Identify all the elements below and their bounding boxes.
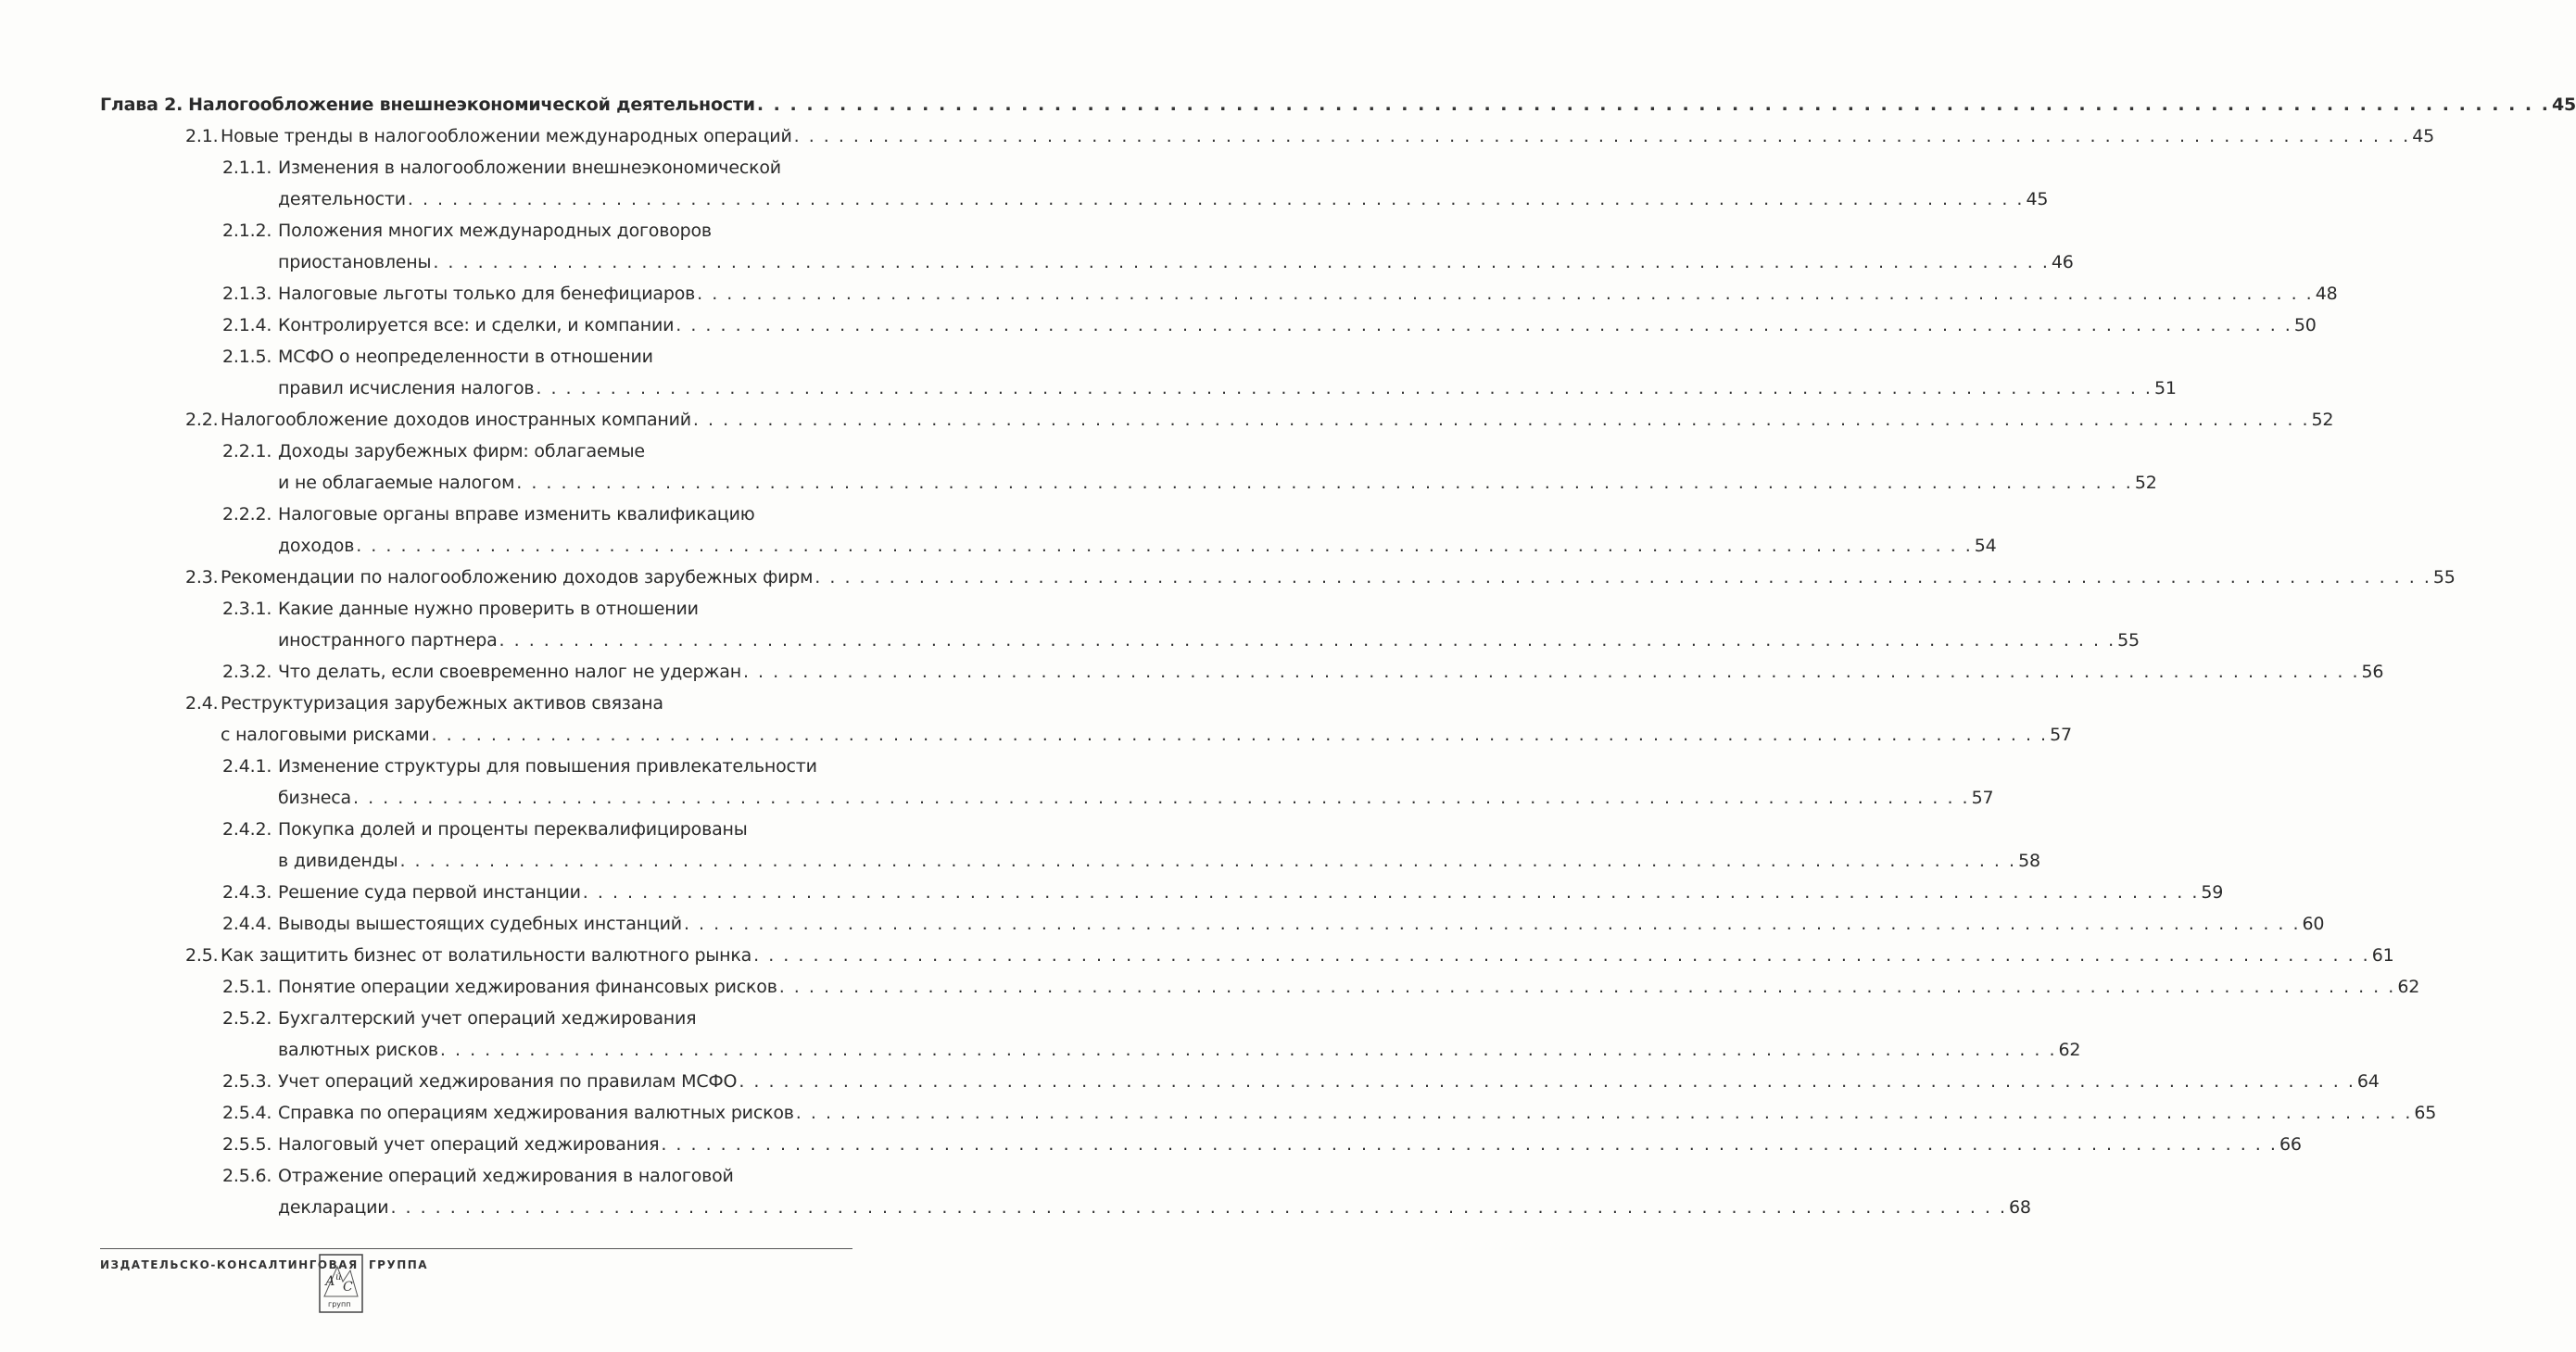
toc-page-number: 58	[2018, 851, 2040, 871]
toc-entry-body	[278, 908, 2325, 940]
toc-page-number: 60	[2302, 914, 2325, 934]
toc-entry-body	[278, 499, 1997, 562]
toc-leader-dots: . . . . . . . . . . . . . . . . . . . . . . . . . . . . . . . . . . . . . . . . . . . . . . . . . . . . . . . . . . . . . . . . . . . . . . . . . . . . . . . . . . . . . . . . . . . . . . . . . . . . . . . . . . . . .	[683, 914, 2301, 934]
toc-page-number: 61	[2371, 945, 2394, 966]
toc-subsection-entry	[222, 1129, 2302, 1160]
toc-entry-title: Как защитить бизнес от волатильности валютного рынка	[221, 945, 752, 966]
logo-text-s: С	[343, 1280, 353, 1295]
toc-entry-title: Доходы зарубежных фирм: облагаемые	[278, 441, 645, 461]
toc-entry-line	[278, 625, 2140, 656]
toc-subsection-entry	[222, 310, 2317, 341]
toc-subsection-entry	[222, 436, 2157, 499]
toc-entry-title: в дивиденды	[278, 851, 398, 871]
toc-entry-line	[278, 877, 2224, 908]
logo-text-a: А	[325, 1274, 335, 1289]
toc-entry-line	[278, 530, 1997, 562]
toc-entry-body	[278, 1129, 2302, 1160]
toc-entry-body	[221, 562, 2456, 593]
toc-entry-line	[278, 1003, 847, 1034]
toc-entry-line	[278, 467, 2157, 499]
toc-entry-title: Изменения в налогообложении внешнеэкономической	[278, 158, 781, 178]
toc-leader-dots: . . . . . . . . . . . . . . . . . . . . . . . . . . . . . . . . . . . . . . . . . . . . . . . . . . . . . . . . . . . . . . . . . . . . . . . . . . . . . . . . . . . . . . . . . . . . . . . . . . . . . . . . . . . . .	[739, 1071, 2355, 1092]
toc-entry-number: 2.5.	[185, 945, 219, 966]
toc-entry-number: 2.5.6.	[222, 1166, 272, 1186]
toc-entry-title: бизнеса	[278, 788, 351, 808]
toc-entry-body	[221, 688, 2072, 751]
toc-entry-line	[278, 1034, 2081, 1066]
toc-entry-body	[278, 1003, 2081, 1066]
toc-entry-line	[278, 1129, 2302, 1160]
toc-entry-number: 2.1.1.	[222, 158, 272, 178]
toc-entry-title: Налоговый учет операций хеджирования	[278, 1134, 660, 1155]
toc-entry-title: Новые тренды в налогообложении международных операций	[221, 126, 792, 146]
toc-page-number: 64	[2356, 1071, 2380, 1092]
toc-page-number: 51	[2153, 378, 2177, 398]
toc-leader-dots: . . . . . . . . . . . . . . . . . . . . . . . . . . . . . . . . . . . . . . . . . . . . . . . . . . . . . . . . . . . . . . . . . . . . . . . . . . . . . . . . . . . . . . . . . . . . . . . . . . . . . . . . . . . . .	[536, 378, 2153, 398]
toc-leader-dots: . . . . . . . . . . . . . . . . . . . . . . . . . . . . . . . . . . . . . . . . . . . . . . . . . . . . . . . . . . . . . . . . . . . . . . . . . . . . . . . . . . . . . . . . . . . . . . . . . . . . . . . . . . . . .	[439, 1040, 2057, 1060]
toc-section-entry	[185, 404, 2334, 436]
toc-leader-dots: . . . . . . . . . . . . . . . . . . . . . . . . . . . . . . . . . . . . . . . . . . . . . . . . . . . . . . . . . . . . . . . . . . . . . . . . . . . . . . . . . . . . . . . . . . . . . . . . . . . . . . . . . . . . .	[433, 252, 2050, 272]
toc-page-number: 62	[2397, 977, 2420, 997]
toc-entry-title: Понятие операции хеджирования финансовых рисков	[278, 977, 777, 997]
toc-subsection-entry	[222, 341, 2177, 404]
toc-entry-line	[278, 246, 2074, 278]
toc-entry-line	[278, 593, 847, 625]
page-footer	[100, 1246, 852, 1330]
toc-leader-dots: . . . . . . . . . . . . . . . . . . . . . . . . . . . . . . . . . . . . . . . . . . . . . . . . . . . . . . . . . . . . . . . . . . . . . . . . . . . . . . . . . . . . . . . . . . . . . . . . . . . . . . . . . . . . .	[582, 882, 2200, 903]
toc-leader-dots: . . . . . . . . . . . . . . . . . . . . . . . . . . . . . . . . . . . . . . . . . . . . . . . . . . . . . . . . . . . . . . . . . . . . . . . . . . . . . . . . . . . . . . . . . . . . . . . . . . . . . . . . . . . . .	[795, 1103, 2413, 1123]
toc-entry-number: 2.5.1.	[222, 977, 272, 997]
toc-entry-number: 2.5.2.	[222, 1008, 272, 1029]
toc-leader-dots: . . . . . . . . . . . . . . . . . . . . . . . . . . . . . . . . . . . . . . . . . . . . . . . . . . . . . . . . . . . . . . . . . . . . . . . . . . . . . . . . . . . . . . . . . . . . . . . . . . . . . . . . . . . . .	[742, 662, 2360, 682]
toc-entry-line	[278, 845, 2040, 877]
toc-entry-number: 2.2.1.	[222, 441, 272, 461]
toc-entry-number: 2.1.4.	[222, 315, 272, 335]
toc-entry-line	[221, 688, 847, 719]
toc-leader-dots: . . . . . . . . . . . . . . . . . . . . . . . . . . . . . . . . . . . . . . . . . . . . . . . . . . . . . . . . . . . . . . . . . . . . . . . . . . . . . . . . . . . . . . . . . . . . . . . . . . . . . . . . . . . . .	[661, 1134, 2278, 1155]
toc-entry-body	[278, 877, 2224, 908]
toc-entry-line	[278, 215, 847, 246]
toc-entry-body	[221, 404, 2334, 436]
logo-caption: групп	[328, 1300, 351, 1308]
toc-page-number: 52	[2311, 410, 2334, 430]
toc-page-number: 54	[1974, 536, 1997, 556]
toc-page-number: 62	[2058, 1040, 2081, 1060]
toc-entry-line	[188, 89, 2576, 120]
toc-entry-number: 2.5.3.	[222, 1071, 272, 1092]
toc-page-number: 46	[2051, 252, 2074, 272]
toc-subsection-entry	[222, 278, 2338, 310]
toc-section-entry	[185, 940, 2394, 971]
toc-entry-number: 2.5.5.	[222, 1134, 272, 1155]
toc-entry-line	[221, 404, 2334, 436]
toc-entry-number: Глава 2.	[100, 95, 183, 115]
toc-entry-line	[278, 656, 2384, 688]
toc-leader-dots: . . . . . . . . . . . . . . . . . . . . . . . . . . . . . . . . . . . . . . . . . . . . . . . . . . . . . . . . . . . . . . . . . . . . . . . . . . . . . . . . . . . . . . . . . . . . . . . . . . . . . . . . . . . . .	[390, 1197, 2008, 1218]
toc-page-number: 48	[2315, 284, 2338, 304]
toc-entry-number: 2.1.2.	[222, 221, 272, 241]
toc-leader-dots: . . . . . . . . . . . . . . . . . . . . . . . . . . . . . . . . . . . . . . . . . . . . . . . . . . . . . . . . . . . . . . . . . . . . . . . . . . . . . . . . . . . . . . . . . . . . . . . . . . . . . . . . . . . . .	[356, 536, 1973, 556]
toc-subsection-entry	[222, 971, 2420, 1003]
toc-entry-line	[278, 971, 2420, 1003]
toc-entry-number: 2.4.1.	[222, 756, 272, 777]
toc-entry-number: 2.1.5.	[222, 347, 272, 367]
toc-subsection-entry	[222, 656, 2384, 688]
toc-subsection-entry	[222, 152, 2049, 215]
toc-entry-title: Отражение операций хеджирования в налоговой	[278, 1166, 734, 1186]
toc-entry-number: 2.3.1.	[222, 599, 272, 619]
toc-subsection-entry	[222, 1160, 2031, 1223]
toc-entry-title: декларации	[278, 1197, 389, 1218]
toc-entry-number: 2.1.	[185, 126, 219, 146]
toc-subsection-entry	[222, 499, 1997, 562]
toc-page-number: 68	[2009, 1197, 2031, 1218]
toc-page-number: 45	[2551, 95, 2576, 115]
toc-leader-dots: . . . . . . . . . . . . . . . . . . . . . . . . . . . . . . . . . . . . . . . . . . . . . . . . . . . . . . . . . . . . . . . . . . . . . . . . . . . . . . . . . . . . . . . . . . . . . . . . . . . . . . . . . . . . .	[697, 284, 2314, 304]
toc-entry-body	[278, 341, 2177, 404]
toc-entry-body	[278, 278, 2338, 310]
toc-section-entry	[185, 562, 2456, 593]
toc-entry-body	[278, 310, 2317, 341]
toc-entry-line	[278, 152, 847, 183]
toc-entry-body	[278, 971, 2420, 1003]
toc-leader-dots: . . . . . . . . . . . . . . . . . . . . . . . . . . . . . . . . . . . . . . . . . . . . . . . . . . . . . . . . . . . . . . . . . . . . . . . . . . . . . . . . . . . . . . . . . . . . . . . . . . . . . . . . . . . . .	[516, 473, 2133, 493]
toc-entry-title: Реструктуризация зарубежных активов связана	[221, 693, 663, 714]
toc-entry-title: Налогообложение внешнеэкономической деятельности	[188, 95, 755, 115]
toc-entry-number: 2.3.2.	[222, 662, 272, 682]
toc-subsection-entry	[222, 1097, 2437, 1129]
toc-entry-title: с налоговыми рисками	[221, 725, 430, 745]
toc-entry-title: Выводы вышестоящих судебных инстанций	[278, 914, 682, 934]
toc-leader-dots: . . . . . . . . . . . . . . . . . . . . . . . . . . . . . . . . . . . . . . . . . . . . . . . . . . . . . . . . . . . . . . . . . . . . . . . . . . . . . . . . . . . . . . . . . . . . . . . . . . . . . . . . . . . . .	[431, 725, 2049, 745]
toc-entry-body	[278, 593, 2140, 656]
toc-page-number: 57	[1971, 788, 1994, 808]
footer-rule	[100, 1248, 852, 1249]
publisher-logo	[319, 1254, 363, 1313]
toc-entry-title: и не облагаемые налогом	[278, 473, 515, 493]
toc-subsection-entry	[222, 814, 2040, 877]
toc-leader-dots: . . . . . . . . . . . . . . . . . . . . . . . . . . . . . . . . . . . . . . . . . . . . . . . . . . . . . . . . . . . . . . . . . . . . . . . . . . . . . . . . . . . . . . . . . . . . . . . . . . . . . . . . . . . . .	[756, 95, 2550, 115]
toc-entry-title: МСФО о неопределенности в отношении	[278, 347, 653, 367]
toc-entry-line	[278, 373, 2177, 404]
toc-entry-number: 2.2.	[185, 410, 219, 430]
toc-page-number: 50	[2293, 315, 2317, 335]
toc-entry-number: 2.3.	[185, 567, 219, 588]
toc-section-entry	[185, 120, 2434, 152]
toc-subsection-entry	[222, 908, 2325, 940]
toc-page-number: 65	[2414, 1103, 2437, 1123]
toc-page-number: 57	[2050, 725, 2072, 745]
toc-entry-line	[278, 1160, 847, 1192]
toc-entry-title: деятельности	[278, 189, 406, 209]
toc-leader-dots: . . . . . . . . . . . . . . . . . . . . . . . . . . . . . . . . . . . . . . . . . . . . . . . . . . . . . . . . . . . . . . . . . . . . . . . . . . . . . . . . . . . . . . . . . . . . . . . . . . . . . . . . . . . . .	[676, 315, 2292, 335]
toc-entry-number: 2.4.	[185, 693, 219, 714]
toc-subsection-entry	[222, 593, 2140, 656]
toc-entry-line	[278, 1192, 2031, 1223]
toc-entry-line	[278, 499, 847, 530]
toc-page-number: 45	[2026, 189, 2049, 209]
toc-entry-title: Изменение структуры для повышения привлекательности	[278, 756, 817, 777]
toc-entry-title: Рекомендации по налогообложению доходов зарубежных фирм	[221, 567, 814, 588]
toc-entry-body	[221, 940, 2394, 971]
toc-leader-dots: . . . . . . . . . . . . . . . . . . . . . . . . . . . . . . . . . . . . . . . . . . . . . . . . . . . . . . . . . . . . . . . . . . . . . . . . . . . . . . . . . . . . . . . . . . . . . . . . . . . . . . . . . . . . .	[793, 126, 2411, 146]
toc-section-entry	[185, 688, 2072, 751]
toc-page-number: 52	[2134, 473, 2157, 493]
toc-entry-body	[278, 1066, 2380, 1097]
toc-entry-line	[278, 814, 847, 845]
toc-entry-number: 2.4.3.	[222, 882, 272, 903]
toc-entry-number: 2.1.3.	[222, 284, 272, 304]
logo-text-i: й	[335, 1272, 342, 1283]
toc-entry-body	[278, 152, 2049, 215]
toc-subsection-entry	[222, 877, 2224, 908]
toc-page-number: 56	[2361, 662, 2384, 682]
toc-subsection-entry	[222, 751, 1994, 814]
toc-entry-title: Покупка долей и проценты переквалифицированы	[278, 819, 748, 840]
toc-entry-line	[278, 341, 847, 373]
toc-entry-line	[278, 310, 2317, 341]
toc-entry-title: правил исчисления налогов	[278, 378, 535, 398]
publisher-name-left: ИЗДАТЕЛЬСКО-КОНСАЛТИНГОВАЯ	[100, 1258, 359, 1271]
toc-entry-title: Решение суда первой инстанции	[278, 882, 581, 903]
toc-entry-body	[278, 436, 2157, 499]
publisher-name-right: ГРУППА	[369, 1258, 429, 1271]
toc-entry-title: валютных рисков	[278, 1040, 438, 1060]
toc-entry-body	[278, 656, 2384, 688]
toc-entry-title: Справка по операциям хеджирования валютных рисков	[278, 1103, 794, 1123]
toc-subsection-entry	[222, 215, 2074, 278]
toc-entry-title: Положения многих международных договоров	[278, 221, 712, 241]
toc-entry-title: иностранного партнера	[278, 630, 498, 651]
toc-entry-body	[278, 215, 2074, 278]
toc-entry-body	[188, 89, 2576, 120]
toc-chapter-entry	[100, 89, 2576, 120]
toc-entry-title: Контролируется все: и сделки, и компании	[278, 315, 675, 335]
toc-entry-line	[221, 719, 2072, 751]
toc-entry-line	[278, 782, 1994, 814]
toc-leader-dots: . . . . . . . . . . . . . . . . . . . . . . . . . . . . . . . . . . . . . . . . . . . . . . . . . . . . . . . . . . . . . . . . . . . . . . . . . . . . . . . . . . . . . . . . . . . . . . . . . . . . . . . . . . . . .	[499, 630, 2116, 651]
toc-entry-title: Учет операций хеджирования по правилам МСФО	[278, 1071, 738, 1092]
toc-entry-body	[278, 1160, 2031, 1223]
toc-leader-dots: . . . . . . . . . . . . . . . . . . . . . . . . . . . . . . . . . . . . . . . . . . . . . . . . . . . . . . . . . . . . . . . . . . . . . . . . . . . . . . . . . . . . . . . . . . . . . . . . . . . . . . . . . . . . .	[407, 189, 2025, 209]
toc-entry-body	[278, 1097, 2437, 1129]
toc-subsection-entry	[222, 1066, 2380, 1097]
toc-page-number: 66	[2279, 1134, 2302, 1155]
toc-entry-line	[278, 751, 847, 782]
toc-entry-body	[278, 814, 2040, 877]
toc-leader-dots: . . . . . . . . . . . . . . . . . . . . . . . . . . . . . . . . . . . . . . . . . . . . . . . . . . . . . . . . . . . . . . . . . . . . . . . . . . . . . . . . . . . . . . . . . . . . . . . . . . . . . . . . . . . . .	[753, 945, 2370, 966]
toc-page-number: 45	[2412, 126, 2434, 146]
toc-leader-dots: . . . . . . . . . . . . . . . . . . . . . . . . . . . . . . . . . . . . . . . . . . . . . . . . . . . . . . . . . . . . . . . . . . . . . . . . . . . . . . . . . . . . . . . . . . . . . . . . . . . . . . . . . . . . .	[814, 567, 2431, 588]
toc-entry-title: Налогообложение доходов иностранных компаний	[221, 410, 691, 430]
toc-entry-line	[221, 562, 2456, 593]
toc-entry-line	[278, 1097, 2437, 1129]
toc-subsection-entry	[222, 1003, 2081, 1066]
toc-page-number: 55	[2432, 567, 2456, 588]
toc-leader-dots: . . . . . . . . . . . . . . . . . . . . . . . . . . . . . . . . . . . . . . . . . . . . . . . . . . . . . . . . . . . . . . . . . . . . . . . . . . . . . . . . . . . . . . . . . . . . . . . . . . . . . . . . . . . . .	[778, 977, 2396, 997]
toc-entry-line	[278, 183, 2049, 215]
toc-entry-title: Налоговые льготы только для бенефициаров	[278, 284, 696, 304]
toc-entry-body	[278, 751, 1994, 814]
toc-entry-title: Какие данные нужно проверить в отношении	[278, 599, 699, 619]
toc-entry-line	[221, 120, 2434, 152]
toc-entry-title: доходов	[278, 536, 355, 556]
toc-entry-body	[221, 120, 2434, 152]
toc-entry-number: 2.4.2.	[222, 819, 272, 840]
toc-entry-title: Что делать, если своевременно налог не удержан	[278, 662, 741, 682]
toc-entry-number: 2.5.4.	[222, 1103, 272, 1123]
toc-entry-title: Налоговые органы вправе изменить квалификацию	[278, 504, 755, 524]
toc-leader-dots: . . . . . . . . . . . . . . . . . . . . . . . . . . . . . . . . . . . . . . . . . . . . . . . . . . . . . . . . . . . . . . . . . . . . . . . . . . . . . . . . . . . . . . . . . . . . . . . . . . . . . . . . . . . . .	[399, 851, 2017, 871]
toc-entry-title: приостановлены	[278, 252, 432, 272]
toc-page-number: 59	[2201, 882, 2224, 903]
toc-entry-number: 2.2.2.	[222, 504, 272, 524]
toc-entry-line	[221, 940, 2394, 971]
toc-entry-line	[278, 436, 847, 467]
toc-leader-dots: . . . . . . . . . . . . . . . . . . . . . . . . . . . . . . . . . . . . . . . . . . . . . . . . . . . . . . . . . . . . . . . . . . . . . . . . . . . . . . . . . . . . . . . . . . . . . . . . . . . . . . . . . . . . .	[692, 410, 2310, 430]
toc-entry-line	[278, 1066, 2380, 1097]
table-of-contents	[100, 89, 2576, 1223]
toc-entry-line	[278, 278, 2338, 310]
toc-entry-number: 2.4.4.	[222, 914, 272, 934]
toc-leader-dots: . . . . . . . . . . . . . . . . . . . . . . . . . . . . . . . . . . . . . . . . . . . . . . . . . . . . . . . . . . . . . . . . . . . . . . . . . . . . . . . . . . . . . . . . . . . . . . . . . . . . . . . . . . . . .	[352, 788, 1970, 808]
toc-entry-line	[278, 908, 2325, 940]
toc-entry-title: Бухгалтерский учет операций хеджирования	[278, 1008, 697, 1029]
toc-page-number: 55	[2117, 630, 2140, 651]
